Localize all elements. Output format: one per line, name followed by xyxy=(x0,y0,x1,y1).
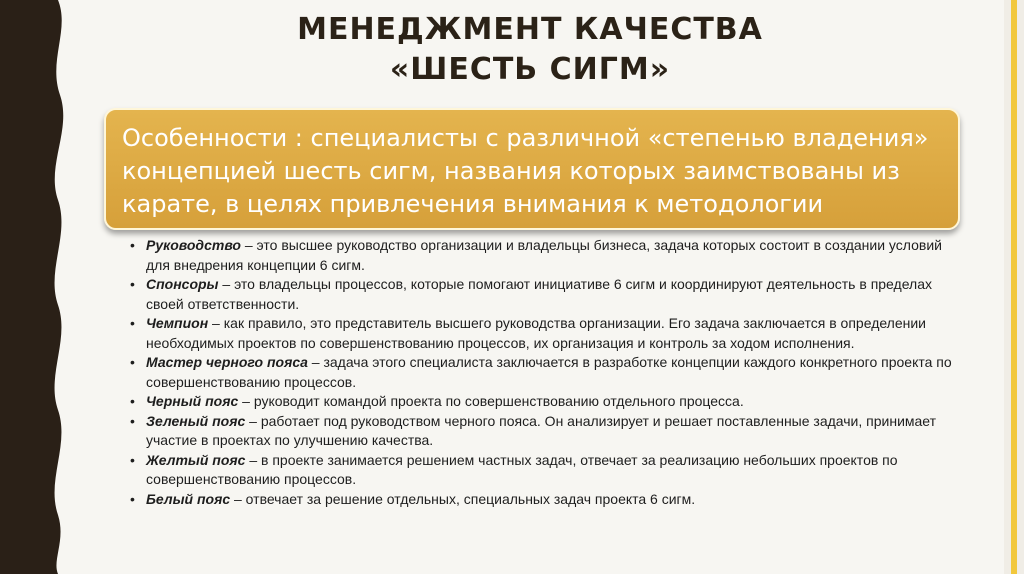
list-item xyxy=(128,353,958,392)
features-callout-text: Особенности : специалисты с различной «степенью владения» концепцией шесть сигм, названия которых заимствованы из карате, в целях привлечения внимания к методологии xyxy=(122,124,929,218)
role-name: Черный пояс xyxy=(146,393,239,409)
roles-list xyxy=(128,236,958,509)
bullet-icon: • xyxy=(130,237,135,253)
role-description: – работает под руководством черного пояса. Он анализирует и решает поставленные задачи, принимает участие в проектах по улучшению качества. xyxy=(146,412,937,448)
bullet-icon: • xyxy=(130,276,135,292)
role-name: Белый пояс xyxy=(146,490,231,507)
bullet-icon: • xyxy=(130,451,135,468)
list-item xyxy=(128,451,958,490)
slide-title-line-1: МЕНЕДЖМЕНТ КАЧЕСТВА xyxy=(297,12,763,47)
role-description: – руководит командой проекта по совершенствованию отдельного процесса. xyxy=(238,393,744,409)
role-description: – это владельцы процессов, которые помогают инициативе 6 сигм и координируют деятельность в пределах своей ответственности. xyxy=(146,276,932,312)
role-description: – как правило, это представитель высшего руководства организации. Его задача заключается в определении необходимых проектов по совершенствованию процессов, их организация и контроль за ходом исполнения. xyxy=(146,315,927,351)
slide-title-line-2: «ШЕСТЬ СИГМ» xyxy=(389,52,671,87)
list-item xyxy=(128,236,958,275)
bullet-icon: • xyxy=(130,315,135,331)
bullet-icon: • xyxy=(130,354,135,370)
right-stripe-line xyxy=(1011,0,1017,574)
left-wave-decoration xyxy=(0,0,80,574)
bullet-icon: • xyxy=(130,490,135,507)
role-description: – в проекте занимается решением частных задач, отвечает за реализацию небольших проектов по совершенствованию процессов. xyxy=(146,451,898,487)
list-item xyxy=(128,314,958,353)
role-name: Руководство xyxy=(146,237,241,253)
role-name: Желтый пояс xyxy=(146,451,246,468)
role-name: Спонсоры xyxy=(146,276,219,292)
role-description: – отвечает за решение отдельных, специальных задач проекта 6 сигм. xyxy=(230,490,696,507)
features-callout-box xyxy=(104,108,960,230)
role-description: – задача этого специалиста заключается в разработке концепции каждого конкретного проекта по совершенствованию процессов. xyxy=(146,354,952,390)
role-name: Мастер черного пояса xyxy=(146,354,308,370)
list-item xyxy=(128,412,958,451)
slide-title xyxy=(200,10,860,90)
bullet-icon: • xyxy=(130,412,135,429)
list-item xyxy=(128,490,958,510)
bullet-icon: • xyxy=(130,393,135,409)
right-stripe-decoration xyxy=(1004,0,1024,574)
list-item xyxy=(128,275,958,314)
role-name: Чемпион xyxy=(146,315,209,331)
list-item xyxy=(128,392,958,412)
role-name: Зеленый пояс xyxy=(146,412,246,429)
role-description: – это высшее руководство организации и владельцы бизнеса, задача которых состоит в создании условий для внедрения концепции 6 сигм. xyxy=(146,237,942,273)
